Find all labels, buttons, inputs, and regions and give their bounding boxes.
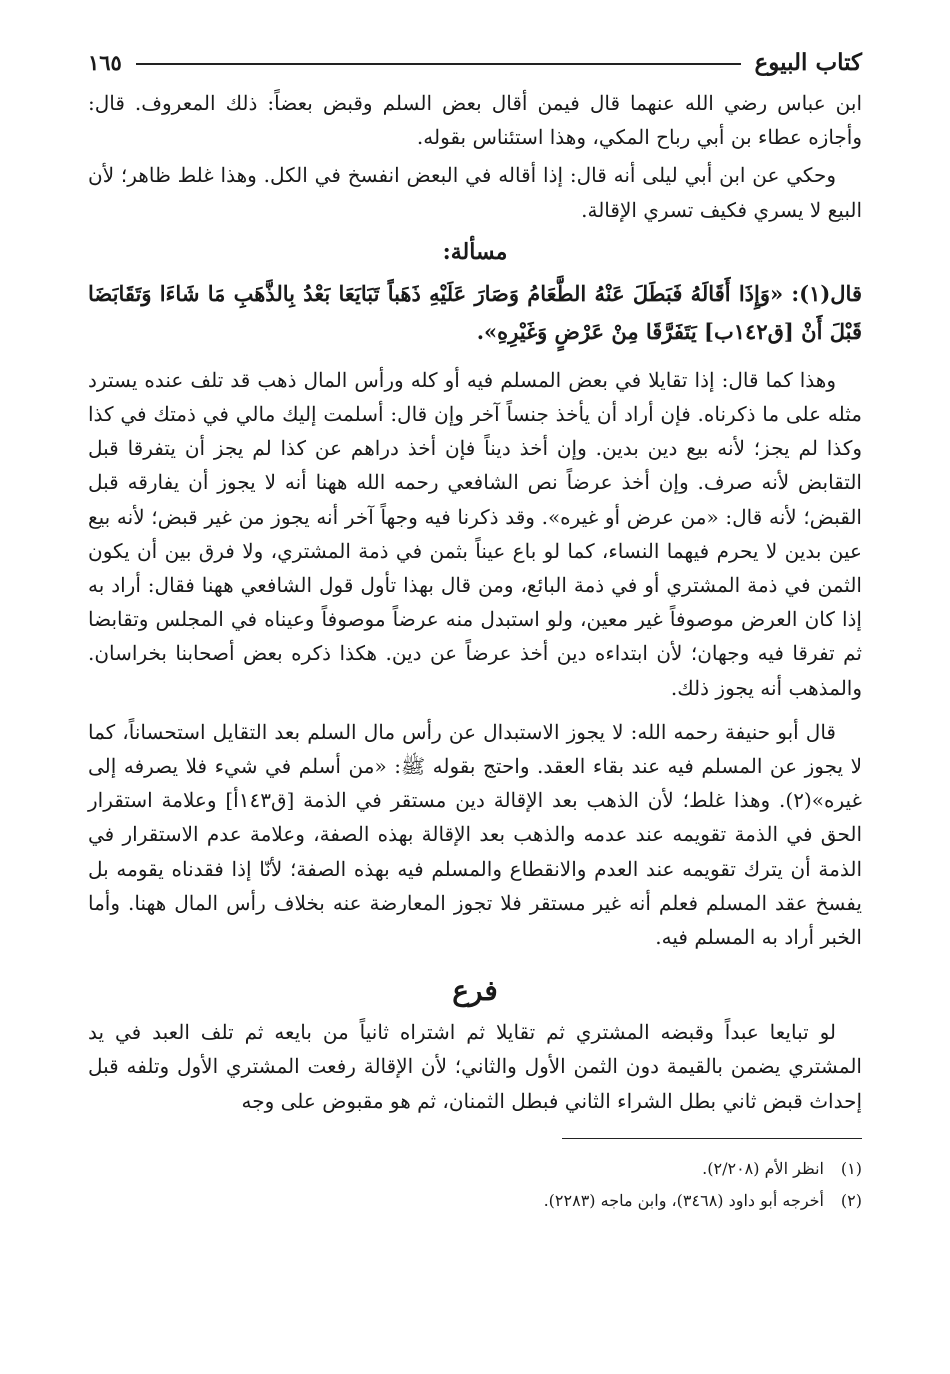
footnote-2 [88,1185,862,1217]
paragraph-2: وحكي عن ابن أبي ليلى أنه قال: إذا أقاله في البعض انفسخ في الكل. وهذا غلط ظاهر؛ لأن البيع لا يسري فكيف تسري الإقالة. [88,163,862,222]
running-header [88,42,862,82]
footnote-text: أخرجه أبو داود (٣٤٦٨)، وابن ماجه (٢٢٨٣). [543,1190,824,1210]
page-number: ١٦٥ [88,49,122,75]
header-rule [136,63,741,65]
footnote-number: (٢) [840,1190,862,1210]
paragraph-4: قال أبو حنيفة رحمه الله: لا يجوز الاستبدال عن رأس مال السلم بعد التقايل استحساناً، كما لا يجوز عن المسلم فيه عند بقاء العقد. واحتج بقوله ﷺ: «من أسلم في شيء فلا يصرفه إلى غيره»(٢). وهذا غلط؛ لأن الذهب بعد الإقالة دين مستقر في الذمة [ق١٤٣أ] وعلامة استقرار الحق في الذمة تقويمه عند عدمه والذهب بعد الإقالة بهذه الصفة، وعلامة عدم الاستقرار في الذمة أن يترك تقويمه عند العدم والانقطاع والمسلم فيه بهذه الصفة؛ لأنّا إذا فقدناه يقومه بل يفسخ عقد المسلم فعلم أنه غير مستقر فلا تجوز المعارضة عنه بخلاف رأس المال ههنا. وأما الخبر أراد به المسلم فيه. [88,719,862,950]
footnote-number: (١) [840,1158,862,1178]
paragraph-5: لو تبايعا عبداً وقبضه المشتري ثم تقايلا ثم اشتراه ثانياً من بايعه ثم تلف العبد في يد المشتري يضمن بالقيمة دون الثمن الأول والثاني؛ لأن الإقالة رفعت المشتري الأول وتلفه قبل إحداث قبض ثاني بطل الشراء الثاني فبطل الثمنان، ثم هو مقبوض على وجه [88,1020,862,1113]
paragraph-1: ابن عباس رضي الله عنهما قال فيمن أقال بعض السلم وقبض بعضاً: ذلك المعروف. قال: وأجازه عطاء بن أبي رباح المكي، وهذا استئناس بقوله. [88,91,862,150]
masala-heading: مسألة: [442,238,508,265]
book-title: كتاب البيوع [754,48,862,76]
footnote-1 [88,1153,862,1185]
paragraph-3: وهذا كما قال: إذا تقايلا في بعض المسلم فيه أو كله ورأس المال ذهب قد تلف عنده يسترد مثله على ما ذكرناه. فإن أراد أن يأخذ جنساً آخر وإن قال: أسلمت إليك مالي في ذمتك في كذا وكذا لم يجز؛ لأنه بيع دين بدين. وإن أخذ ديناً فإن أخذ دراهم عن كذا لم يجز أن يتفرقا قبل التقابض لأنه صرف. وإن أخذ عرضاً نص الشافعي رحمه الله ههنا أنه لا يجوز أن يفارقه قبل القبض؛ لأنه قال: «من عرض أو غيره». وقد ذكرنا فيه وجهاً آخر أنه يجوز من غير قبض؛ لأنه بيع عين بدين لا يحرم فيهما النساء، كما لو باع عيناً بثمن في ذمة المشتري، ولا فرق بين أن يكون الثمن في ذمة المشتري أو في ذمة البائع، ومن قال بهذا تأول قول الشافعي ههنا فقال: أراد به إذا كان العرض موصوفاً غير معين، ولو استبدل منه عرضاً موصوفاً وعيناه في المجلس وتقابضا ثم تفرقا فيه وجهان؛ لأن ابتداءه دين أخذ عرضاً عن دين. هكذا ذكره بعض أصحابنا بخراسان. والمذهب أنه يجوز ذلك. [88,367,862,700]
matn-text: قال(١): «وَإِذَا أَقَالَهُ فَبَطَلَ عَنْهُ الطَّعَامُ وَصَارَ عَلَيْهِ ذَهَباً تَبَايَعَا بَعْدُ بِالذَّهَبِ مَا شَاءَا وَتَقَابَضَا قَبْلَ أَنْ [ق١٤٢ب] يَتَفَرَّقَا مِنْ عَرْضٍ وَغَيْرِهِ». [88,280,862,344]
footnote-separator [562,1138,862,1139]
footnote-text: انظر الأم (٢/٢٠٨). [702,1158,824,1178]
far-heading: فرع [452,974,498,1008]
